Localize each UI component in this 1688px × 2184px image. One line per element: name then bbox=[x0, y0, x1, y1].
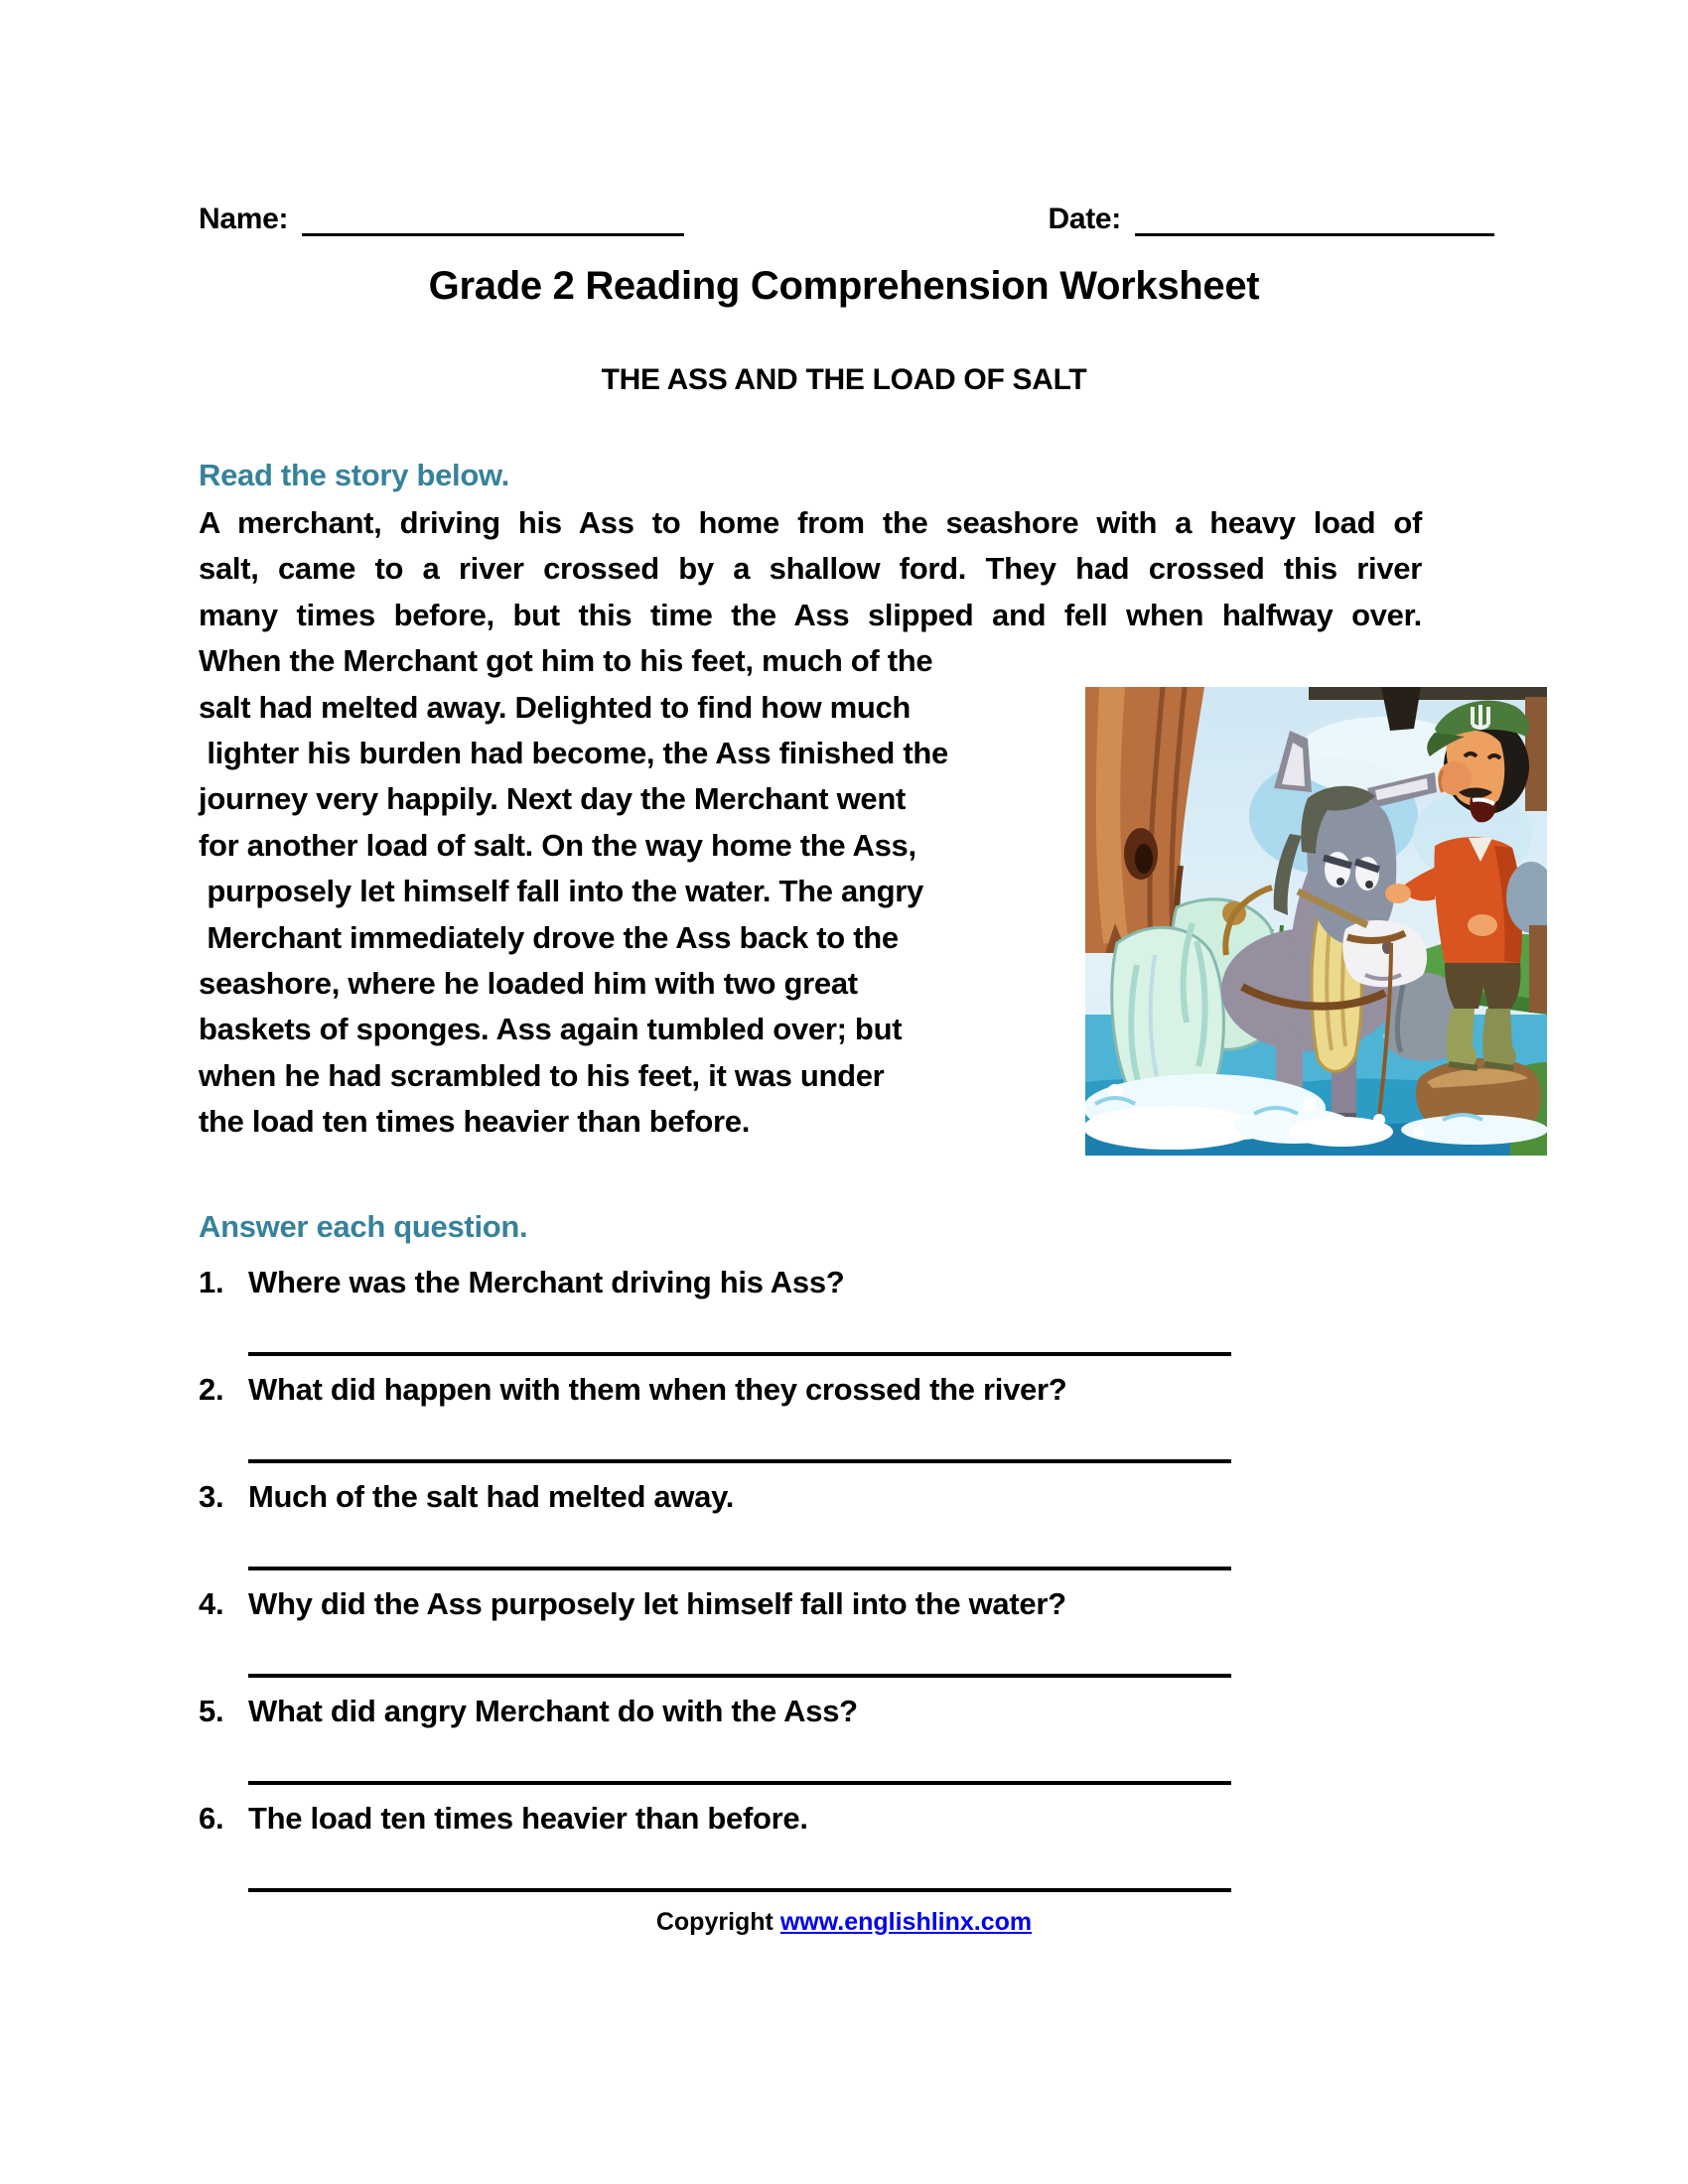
question-row bbox=[199, 1477, 1440, 1517]
question-row bbox=[199, 1799, 1440, 1839]
question-text: What did happen with them when they crossed the river? bbox=[248, 1372, 1067, 1407]
questions-list bbox=[199, 1263, 1440, 1906]
answer-blank-line bbox=[248, 1781, 1231, 1785]
question-row bbox=[199, 1370, 1440, 1410]
question-item bbox=[199, 1584, 1440, 1692]
answer-blank-line bbox=[248, 1888, 1231, 1892]
copyright-label: Copyright bbox=[655, 1908, 774, 1936]
question-item bbox=[199, 1477, 1440, 1584]
question-row bbox=[199, 1584, 1440, 1624]
question-number: 4. bbox=[199, 1586, 224, 1621]
story-line: baskets of sponges. Ass again tumbled over; but bbox=[199, 1012, 903, 1047]
name-field bbox=[199, 203, 684, 236]
question-text: What did angry Merchant do with the Ass? bbox=[248, 1694, 858, 1728]
story-line: salt had melted away. Delighted to find how much bbox=[199, 689, 912, 725]
question-row bbox=[199, 1263, 1440, 1302]
donkey-and-merchant-scene bbox=[1085, 687, 1547, 1156]
story-line: when he had scrambled to his feet, it was under bbox=[199, 1057, 885, 1093]
story-line: the load ten times heavier than before. bbox=[199, 1104, 751, 1140]
story-line: A merchant, driving his Ass to home from the seashore with a heavy load of bbox=[199, 505, 1422, 540]
question-text: The load ten times heavier than before. bbox=[248, 1801, 808, 1836]
question-item bbox=[199, 1692, 1440, 1799]
story-line: seashore, where he loaded him with two great bbox=[199, 966, 858, 1002]
question-number: 6. bbox=[199, 1801, 224, 1836]
question-item bbox=[199, 1370, 1440, 1477]
story-line: When the Merchant got him to his feet, much of the bbox=[199, 643, 933, 679]
answer-blank-line bbox=[248, 1567, 1231, 1570]
name-label: Name: bbox=[199, 203, 289, 235]
answer-blank-line bbox=[248, 1674, 1231, 1678]
date-field bbox=[1048, 203, 1494, 236]
question-item bbox=[199, 1799, 1440, 1906]
story-title: THE ASS AND THE LOAD OF SALT bbox=[601, 363, 1087, 396]
story-line: purposely let himself fall into the water. The angry bbox=[199, 874, 923, 909]
story-line: salt, came to a river crossed by a shallow ford. They had crossed this river bbox=[199, 551, 1422, 587]
story-line: Merchant immediately drove the Ass back to the bbox=[199, 919, 899, 955]
englishlinx-link[interactable]: www.englishlinx.com bbox=[779, 1908, 1033, 1936]
read-story-heading: Read the story below. bbox=[199, 458, 509, 492]
question-number: 5. bbox=[199, 1694, 224, 1728]
story-illustration bbox=[1085, 687, 1547, 1156]
answer-blank-line bbox=[248, 1459, 1231, 1463]
question-row bbox=[199, 1692, 1440, 1731]
footer bbox=[0, 1908, 1688, 1937]
question-number: 1. bbox=[199, 1265, 224, 1299]
answer-questions-heading: Answer each question. bbox=[199, 1209, 528, 1244]
question-text: Much of the salt had melted away. bbox=[248, 1479, 735, 1514]
question-number: 2. bbox=[199, 1372, 224, 1407]
header-row bbox=[199, 203, 1494, 236]
question-text: Why did the Ass purposely let himself fall into the water? bbox=[248, 1586, 1066, 1621]
date-blank-line bbox=[1135, 204, 1494, 236]
date-label: Date: bbox=[1048, 203, 1121, 235]
story-line: lighter his burden had become, the Ass finished the bbox=[199, 736, 948, 771]
question-number: 3. bbox=[199, 1479, 224, 1514]
page-title: Grade 2 Reading Comprehension Worksheet bbox=[428, 264, 1260, 308]
story-line: for another load of salt. On the way home the Ass, bbox=[199, 827, 916, 863]
question-text: Where was the Merchant driving his Ass? bbox=[248, 1265, 845, 1299]
name-blank-line bbox=[302, 204, 684, 236]
question-item bbox=[199, 1263, 1440, 1370]
answer-blank-line bbox=[248, 1352, 1231, 1356]
story-line: journey very happily. Next day the Merchant went bbox=[199, 781, 906, 817]
story-line: many times before, but this time the Ass slipped and fell when halfway over. bbox=[199, 597, 1422, 632]
